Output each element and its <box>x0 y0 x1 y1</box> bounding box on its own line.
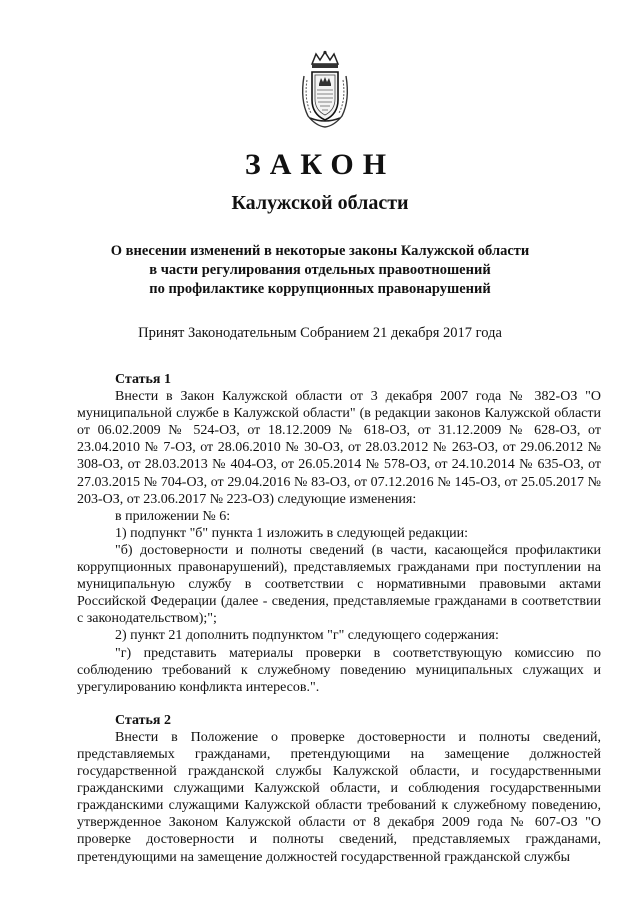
adoption-note: Принят Законодательным Собранием 21 декабря 2017 года <box>138 325 502 341</box>
document-title: ЗАКОН <box>244 148 396 181</box>
paragraph: 2) пункт 21 дополнить подпунктом "г" следующего содержания: <box>115 628 499 644</box>
paragraph: Внести в Положение о проверке достоверности и полноты сведений, представляемых гражданами, претендующими на замещение должностей государственной гражданской службы Калужской области, и государственными гражданскими служащими Калужской области, и соблюдения государственными гражданскими служащими Калужской области требований к служебному поведению, утвержденное Законом Калужской области от 8 декабря 2009 года № 607-ОЗ "О проверке достоверности и полноты сведений, представляемых гражданами, претендующими на замещение должностей государственной гражданской службы <box>77 729 601 865</box>
paragraph: Внести в Закон Калужской области от 3 декабря 2007 года № 382-ОЗ "О муниципальной службе в Калужской области" (в редакции законов Калужской области от 06.02.2009 № 524-ОЗ, от 18.12.2009 № 618-ОЗ, от 31.12.2009 № 628-ОЗ, от 23.04.2010 № 7-ОЗ, от 28.06.2010 № 30-ОЗ, от 28.03.2012 № 263-ОЗ, от 29.06.2012 № 308-ОЗ, от 28.03.2013 № 404-ОЗ, от 26.05.2014 № 578-ОЗ, от 24.10.2014 № 635-ОЗ, от 27.03.2015 № 704-ОЗ, от 29.04.2016 № 83-ОЗ, от 07.12.2016 № 145-ОЗ, от 25.05.2017 № 203-ОЗ, от 23.06.2017 № 223-ОЗ) следующие изменения: <box>77 389 601 507</box>
heading-line: О внесении изменений в некоторые законы Калужской области <box>110 243 530 259</box>
heading-line: в части регулирования отдельных правоотношений <box>149 262 491 278</box>
paragraph: в приложении № 6: <box>115 508 231 524</box>
document-subtitle: Калужской области <box>231 192 409 214</box>
law-heading <box>0 242 640 299</box>
document-body <box>77 371 601 866</box>
paragraph: "г) представить материалы проверки в соответствующую комиссию по соблюдению требований к служебному поведению муниципальных служащих и урегулированию конфликта интересов.". <box>77 645 601 695</box>
heading-line: по профилактике коррупционных правонарушений <box>149 281 491 297</box>
article-title: Статья 1 <box>115 372 171 387</box>
paragraph: "б) достоверности и полноты сведений (в части, касающейся профилактики коррупционных правонарушений), представляемых гражданами при поступлении на муниципальную службу в соответствии с нормативными правовыми актами Российской Федерации (далее - сведения, представляемые гражданами в соответствии с законодательством);"; <box>77 542 601 627</box>
paragraph: 1) подпункт "б" пункта 1 изложить в следующей редакции: <box>115 525 469 541</box>
coat-of-arms-emblem <box>298 50 352 128</box>
article-title: Статья 2 <box>115 712 171 728</box>
